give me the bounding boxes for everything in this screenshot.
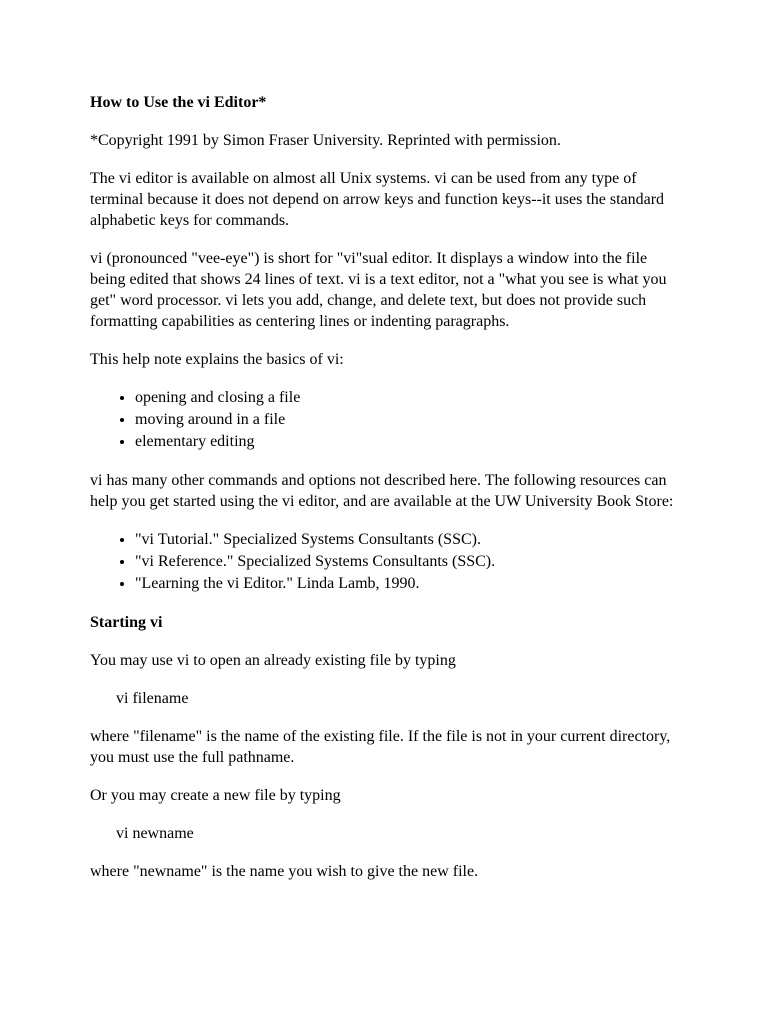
copyright-note: *Copyright 1991 by Simon Fraser University. Reprinted with permission. xyxy=(90,132,561,149)
list-item: • "vi Reference." Specialized Systems Consultants (SSC). xyxy=(135,551,685,573)
section-heading-starting-vi: Starting vi xyxy=(90,614,163,631)
basics-list xyxy=(90,387,685,453)
basics-intro-paragraph: This help note explains the basics of vi: xyxy=(90,351,344,368)
new-file-paragraph: Or you may create a new file by typing xyxy=(90,787,341,804)
description-paragraph: vi (pronounced "vee-eye") is short for "vi"sual editor. It displays a window into the file being edited that shows 24 lines of text. vi is a text editor, not a "what you see is what you get" word processor. vi lets you add, change, and delete text, but does not provide such formatting capabilities as centering lines or indenting paragraphs. xyxy=(90,250,667,330)
resources-paragraph: vi has many other commands and options not described here. The following resources can help you get started using the vi editor, and are available at the UW University Book Store: xyxy=(90,472,674,510)
list-item: • opening and closing a file xyxy=(135,387,685,409)
list-item: • "vi Tutorial." Specialized Systems Consultants (SSC). xyxy=(135,529,685,551)
newname-explanation-paragraph: where "newname" is the name you wish to give the new file. xyxy=(90,863,479,880)
filename-explanation-paragraph: where "filename" is the name of the existing file. If the file is not in your current directory, you must use the full pathname. xyxy=(90,728,671,766)
list-item: • moving around in a file xyxy=(135,409,685,431)
resources-list xyxy=(90,529,685,595)
open-file-paragraph: You may use vi to open an already existing file by typing xyxy=(90,652,456,669)
page-title: How to Use the vi Editor* xyxy=(90,94,267,111)
document-page xyxy=(90,92,685,899)
command-example-filename: vi filename xyxy=(116,690,189,707)
list-item: • "Learning the vi Editor." Linda Lamb, 1990. xyxy=(135,573,685,595)
command-example-newname: vi newname xyxy=(116,825,194,842)
intro-paragraph: The vi editor is available on almost all Unix systems. vi can be used from any type of terminal because it does not depend on arrow keys and function keys--it uses the standard alphabetic keys for commands. xyxy=(90,170,665,229)
list-item: • elementary editing xyxy=(135,431,685,453)
